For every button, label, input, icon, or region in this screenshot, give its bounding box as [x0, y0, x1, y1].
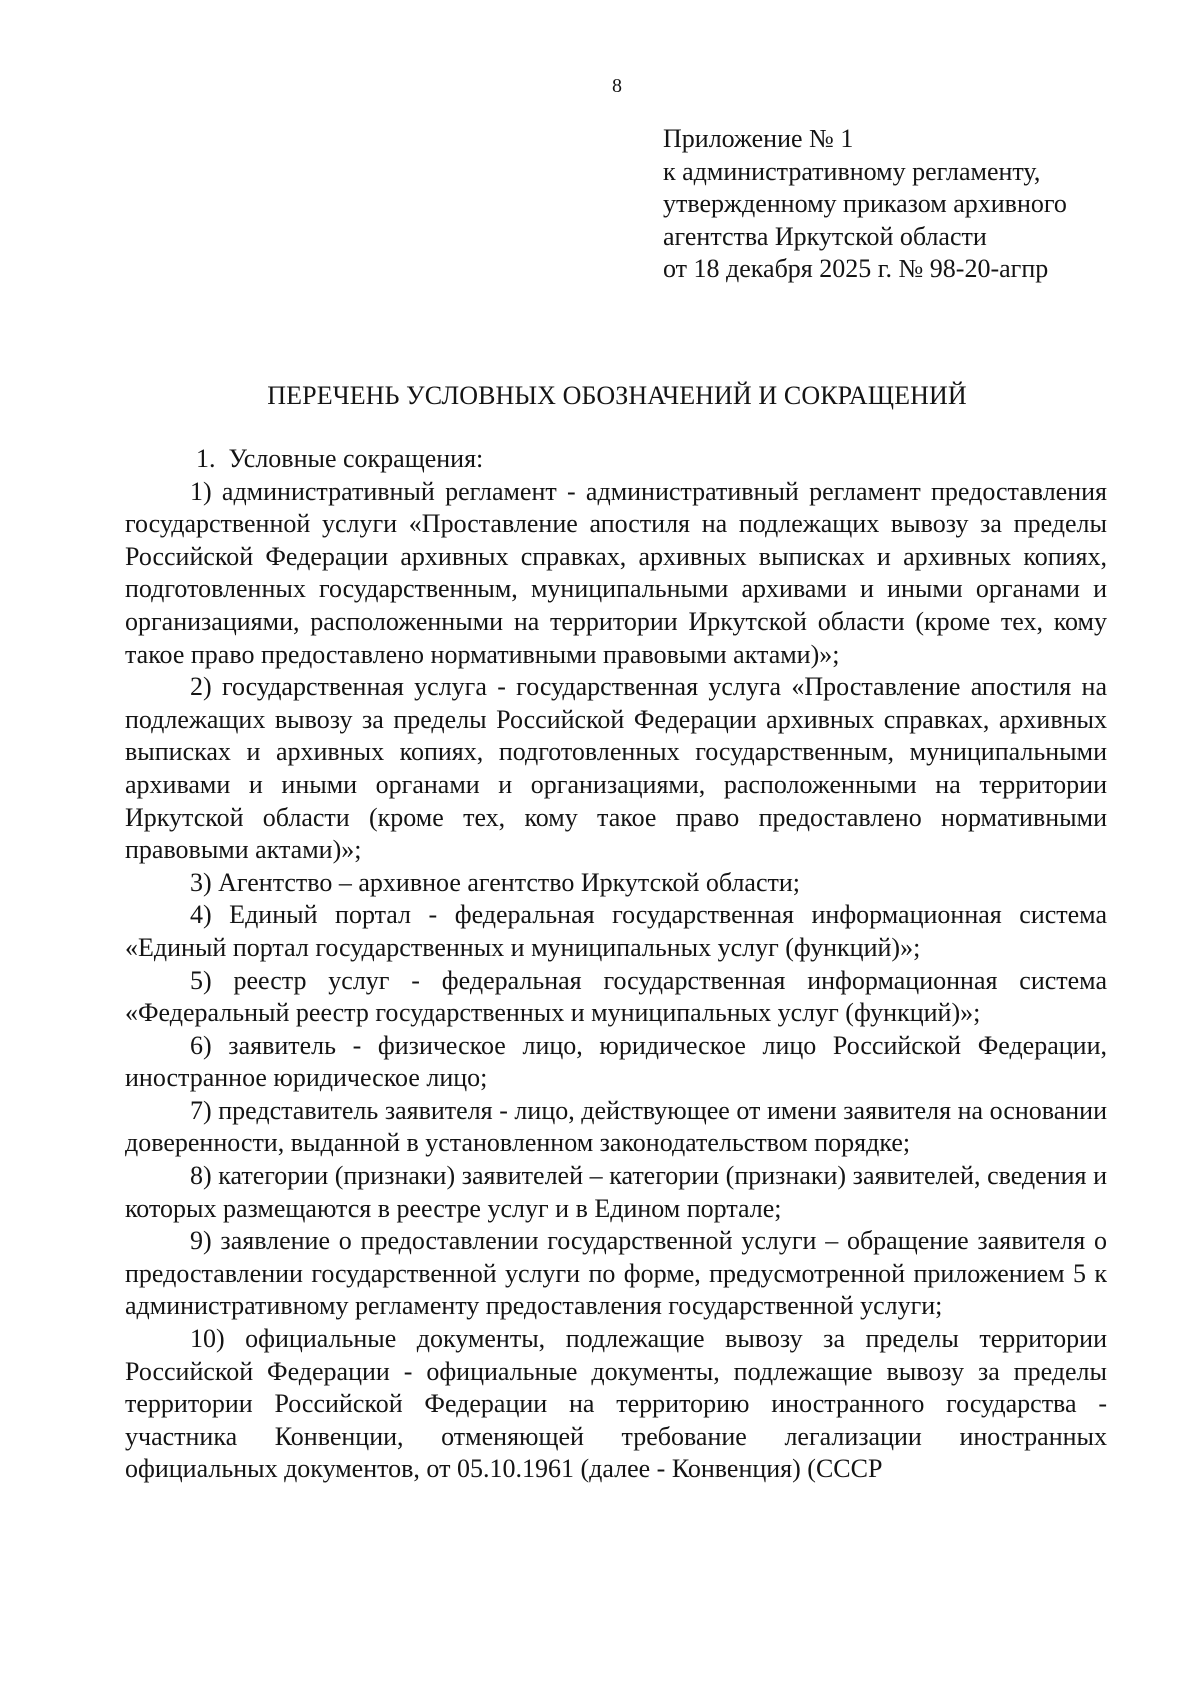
annex-block [663, 123, 1067, 286]
annex-line: Приложение № 1 [663, 124, 854, 153]
list-item: 2) государственная услуга - государственная услуга «Проставление апостиля на подлежащих вывозу за пределы Российской Федерации архивных справках, архивных выписках и архивных копиях, подготовленных государственным, муниципальными архивами и иными органами и организациями, расположенными на территории Иркутской области (кроме тех, кому такое право предоставлено нормативными правовыми актами)»; [125, 672, 1107, 865]
list-item: 6) заявитель - физическое лицо, юридическое лицо Российской Федерации, иностранное юридическое лицо; [125, 1030, 1107, 1093]
annex-line: к административному регламенту, [663, 156, 1041, 186]
list-item: 9) заявление о предоставлении государственной услуги – обращение заявителя о предоставлении государственной услуги по форме, предусмотренной приложением 5 к административному регламенту предоставления государственной услуги; [125, 1226, 1107, 1321]
list-item: 4) Единый портал - федеральная государственная информационная система «Единый портал государственных и муниципальных услуг (функций)»; [125, 900, 1107, 962]
list-item: 10) официальные документы, подлежащие вывозу за пределы территории Российской Федерации - официальные документы, подлежащие вывозу за пределы территории Российской Федерации на территорию иностранного государства - участника Конвенции, отменяющей требование легализации иностранных официальных документов, от 05.10.1961 (далее - Конвенция) (СССР [125, 1324, 1107, 1484]
annex-line: утвержденному приказом архивного [663, 189, 1067, 218]
list-item: 5) реестр услуг - федеральная государственная информационная система «Федеральный реестр государственных и муниципальных услуг (функций)»; [125, 965, 1107, 1028]
list-item: 8) категории (признаки) заявителей – категории (признаки) заявителей, сведения и которых размещаются в реестре услуг и в Едином портале; [125, 1161, 1107, 1223]
document-heading: ПЕРЕЧЕНЬ УСЛОВНЫХ ОБОЗНАЧЕНИЙ И СОКРАЩЕНИЙ [267, 381, 967, 410]
annex-line: от 18 декабря 2025 г. № 98-20-агпр [663, 254, 1049, 283]
annex-line: агентства Иркутской области [663, 221, 987, 251]
section-title: 1. Условные сокращения: [196, 444, 484, 473]
list-item: 1) административный регламент - административный регламент предоставления государственной услуги «Проставление апостиля на подлежащих вывозу за пределы Российской Федерации архивных справках, архивных выписках и архивных копиях, подготовленных государственным, муниципальными архивами и иными органами и организациями, расположенными на территории Иркутской области (кроме тех, кому такое право предоставлено нормативными правовыми актами)»; [125, 476, 1107, 669]
list-item: 7) представитель заявителя - лицо, действующее от имени заявителя на основании доверенности, выданной в установленном законодательством порядке; [125, 1095, 1107, 1158]
list-item: 3) Агентство – архивное агентство Иркутской области; [190, 867, 801, 897]
document-body [125, 443, 1107, 1486]
page-number: 8 [612, 75, 622, 97]
